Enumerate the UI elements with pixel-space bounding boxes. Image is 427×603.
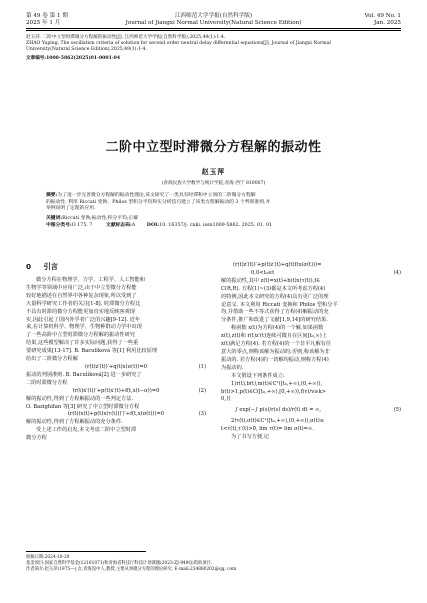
citation-block xyxy=(26,35,401,62)
text-line: 解的振动性,得到了方程解振动的一些判定方法. xyxy=(26,395,134,402)
section-title: 引言 xyxy=(43,262,58,271)
text-line: x(t),z(t)和 r(t)z′(t)连续可微且在区间[t₀,∞)上 xyxy=(221,333,327,340)
abstract-label: 摘要: xyxy=(46,192,58,198)
author-affiliation: (青海民族大学数学与统计学院,青海 西宁 810007) xyxy=(161,181,266,186)
equation-text: (r(t)z′(t))′+q(t)x(σ(t))=0 xyxy=(85,363,147,370)
equation-text: (r(t)(x(t)+p(t)x(τ(t)))′)′+f(t,x(σ(t)))=0 xyxy=(67,411,165,418)
author-bio: 作者简介:赵玉萍(1975—),女,青海湟中人,教授,主要从事微分方程的理论研究. E-mail:234880202@qq. com xyxy=(26,567,237,573)
text-line: 的特例,因此本文研究的方程(4)具有更广泛的理 xyxy=(221,293,329,300)
text-line: 分条件,推广和改进了文献[1,9,14]的研究结果. xyxy=(221,317,328,324)
equation-4-line2 xyxy=(221,270,401,278)
text-line: 大量科学研究工作者的关注[1-8]. 时滞微分方程比 xyxy=(26,300,141,307)
text-line: 实,因此引起了国内外学者广泛的兴趣[9-12]. 近年 xyxy=(26,316,141,323)
equation-4-line1: (r(t)z′(t))′+p(t)z′(t)+q(t)f(x(σ(t)))= xyxy=(233,262,322,268)
text-line: 受上述工作的启发,本文考虑二阶中立型时滞 xyxy=(36,427,137,434)
abstract-line: 举例说明了定理的应用. xyxy=(46,206,96,212)
intro-paragraph-4 xyxy=(26,419,206,443)
citation-en-line2: University(Natural Science Edition),2025,49(1):1-4. xyxy=(26,47,147,53)
article-id: 文章编号:1000-5862(2025)01-0001-04 xyxy=(26,55,121,61)
equation-text: ∫ exp(−∫ p(s)/r(s) ds)/r(t) dt = ∞, xyxy=(235,407,322,414)
header-rule-thin xyxy=(26,30,401,31)
equation-number: (4) xyxy=(393,269,401,276)
header-volume-issue xyxy=(26,13,68,27)
text-line: 解的振动性,得到了方程解振动的充分条件. xyxy=(26,419,123,426)
citation-en-line1: ZHAO Yuping. The oscillation criteria of solution for second order neutral delay differential equations[J]. Journal of Jiangxi Normal xyxy=(26,41,331,47)
text-line: 均,并借助一些不等式获得了方程(4)解振动的充 xyxy=(221,309,329,316)
text-line: 结果,这些模型解决了许多实际问题,获得了一些重 xyxy=(26,340,139,347)
keywords xyxy=(46,215,384,223)
text-line: 振动的. 若方程(4)的一切解均振动,则称方程(4) xyxy=(221,356,329,363)
volume-issue-text: 第 49 卷 第 1 期 xyxy=(26,13,68,19)
equation-2 xyxy=(26,388,206,396)
intro-paragraph-1 xyxy=(26,277,206,364)
text-line: 为了书写方便,记 xyxy=(231,434,269,441)
doc-code-label: 文献标志码: xyxy=(106,222,132,229)
equation-number: (5) xyxy=(393,407,401,414)
equation-text: 0,0<t₀≤t xyxy=(251,269,275,276)
author-name: 赵玉萍 xyxy=(201,168,226,176)
equation-number: (2) xyxy=(198,387,206,394)
text-line: 了一些高阶中立型时滞微分方程解的振动性研究 xyxy=(26,332,135,339)
equation-3 xyxy=(26,411,206,419)
journal-name-zh: 江西师范大学学报(自然科学版) xyxy=(174,13,253,19)
text-line: 0,且 xyxy=(221,396,232,403)
equation-1 xyxy=(26,364,206,372)
text-line: 较好地描述在自然界中各种复杂现象,所以受到了 xyxy=(26,292,137,299)
section-heading xyxy=(26,262,206,272)
classification-line xyxy=(46,222,384,230)
text-line: 给出了二阶微分方程解 xyxy=(26,356,78,363)
text-line: 不具有时滞的微分方程能更加直实地反映客观现 xyxy=(26,308,135,315)
date-text: 2025 年 1 月 xyxy=(26,19,61,26)
paper-title: 二阶中立型时滞微分方程解的振动性 xyxy=(105,140,322,155)
date-en: Jan. 2025 xyxy=(374,19,401,26)
clc-label: 中图分类号: xyxy=(46,222,72,229)
equation-text: (r(t)x′(t))′+p(t)x′(t)+f(t,x(t−σ))=0 xyxy=(72,387,160,394)
intro-paragraph-2 xyxy=(26,372,206,388)
right-column xyxy=(221,262,401,442)
text-line: 本文假设下列条件成立: xyxy=(231,372,285,379)
header-journal xyxy=(100,13,327,27)
text-line: 称函数 x(t)为方程(4)的一个解,如果函数 xyxy=(231,325,324,332)
text-line: 微分方程 xyxy=(26,435,47,442)
abstract xyxy=(46,192,384,230)
text-line: x(t)满足方程(4). 若方程(4)的一个非平凡解有任 xyxy=(221,341,332,348)
citation-zh: 赵玉萍. 二阶中立型时滞微分方程解的振动性[J]. 江西师范大学学报(自然科学版),2025,49(1):1-4. xyxy=(26,35,226,40)
text-line: t<τ(t),τ′(t)>0, lim τ(t)= lim σ(t)=∞. xyxy=(221,426,314,433)
text-line: 解的振动性,其中 z(t)=x(t)+b(t)x(τ(t)),f∈ xyxy=(221,277,321,284)
vol-no-en: Vol. 49 No. 1 xyxy=(364,13,401,19)
doi-text: 10. 16357/j. cnki. issn1000-5862. 2025. 01. 01 xyxy=(159,223,273,229)
clc-number: O 175. 7 xyxy=(71,223,93,229)
keywords-label: 关键词: xyxy=(46,214,63,221)
text-line: 1)r(t),b(t),m(t)∈C¹([t₀,+∞),(0,+∞)), xyxy=(231,380,323,387)
header-vol-en xyxy=(365,13,401,27)
equation-number: (1) xyxy=(198,363,206,370)
doc-code: A xyxy=(131,223,136,229)
text-line: b(t)>1,p(t)∈C([t₀,+∞),[0,+∞)),f(v)/v≥k> xyxy=(221,388,326,395)
text-line: 论意义. 本文利用 Riccati 变换和 Philos 型积分平 xyxy=(221,301,338,308)
text-line: 要研究成果[13-17]. B. Baculíková 等[1] 利用比较原理 xyxy=(26,348,158,355)
text-line: 为振动的. xyxy=(221,364,244,371)
footnotes xyxy=(26,555,401,574)
equation-number: (3) xyxy=(198,411,206,418)
keywords-text: Riccati 变换;振动性;积分平均;正解 xyxy=(62,215,139,221)
text-line: O. Bazighifan 等[3] 研究了中立型时滞微分方程 xyxy=(26,403,140,410)
header-rule xyxy=(26,28,401,29)
section-number: 0 xyxy=(26,262,32,271)
text-line: C(R,R). 方程(1)~(3)都是本文所考虑方程(4) xyxy=(221,285,326,292)
text-line: 微分方程在物理学、力学、工程学、人工智能和 xyxy=(36,277,145,283)
text-line: 来,在计算机科学、物理学、生物种群动力学中出现 xyxy=(26,324,142,331)
journal-name-en: Journal of Jiangxi Normal University(Natural Science Edition) xyxy=(125,19,302,26)
main-paragraph-2 xyxy=(221,418,401,442)
fund-info: 基金项目:国家自然科学基金(12161071)和青海省科技厅科技计划课题(2023-ZJ-949Q)资助项目. xyxy=(26,561,213,567)
text-line: 2)τ(t),σ(t)∈C¹([t₀,+∞),(0,+∞)),σ(t)≤ xyxy=(231,418,325,425)
abstract-line: 的振动性. 利用 Riccati 变换、Philos 型积分平均和实分析技巧建立了该类方程解振动的 3 个判别准则,并 xyxy=(46,199,271,205)
doi-label: DOI: xyxy=(146,222,160,229)
left-column xyxy=(26,262,206,443)
received-date: 收稿日期:2024-10-20 xyxy=(26,555,70,560)
main-paragraph-1 xyxy=(221,278,401,405)
text-line: 意大的零点,则称该解为振动的;否则,称该解为非 xyxy=(221,348,330,355)
abstract-line: 为了进一步完善微分方程解的振动性理论,该文研究了一类具有时滞和中立项的二阶微分方程解 xyxy=(57,193,256,198)
footnote-rule xyxy=(26,551,146,552)
text-line: 生物学等领域中应用广泛,由于中立型微分方程能 xyxy=(26,284,137,291)
text-line: 二阶时滞微分方程 xyxy=(26,379,68,386)
text-line: 振动的判别准则. B. Baculíková[2] 进一步研究了 xyxy=(26,371,142,378)
intro-paragraph-3 xyxy=(26,396,206,412)
equation-5 xyxy=(221,407,401,415)
